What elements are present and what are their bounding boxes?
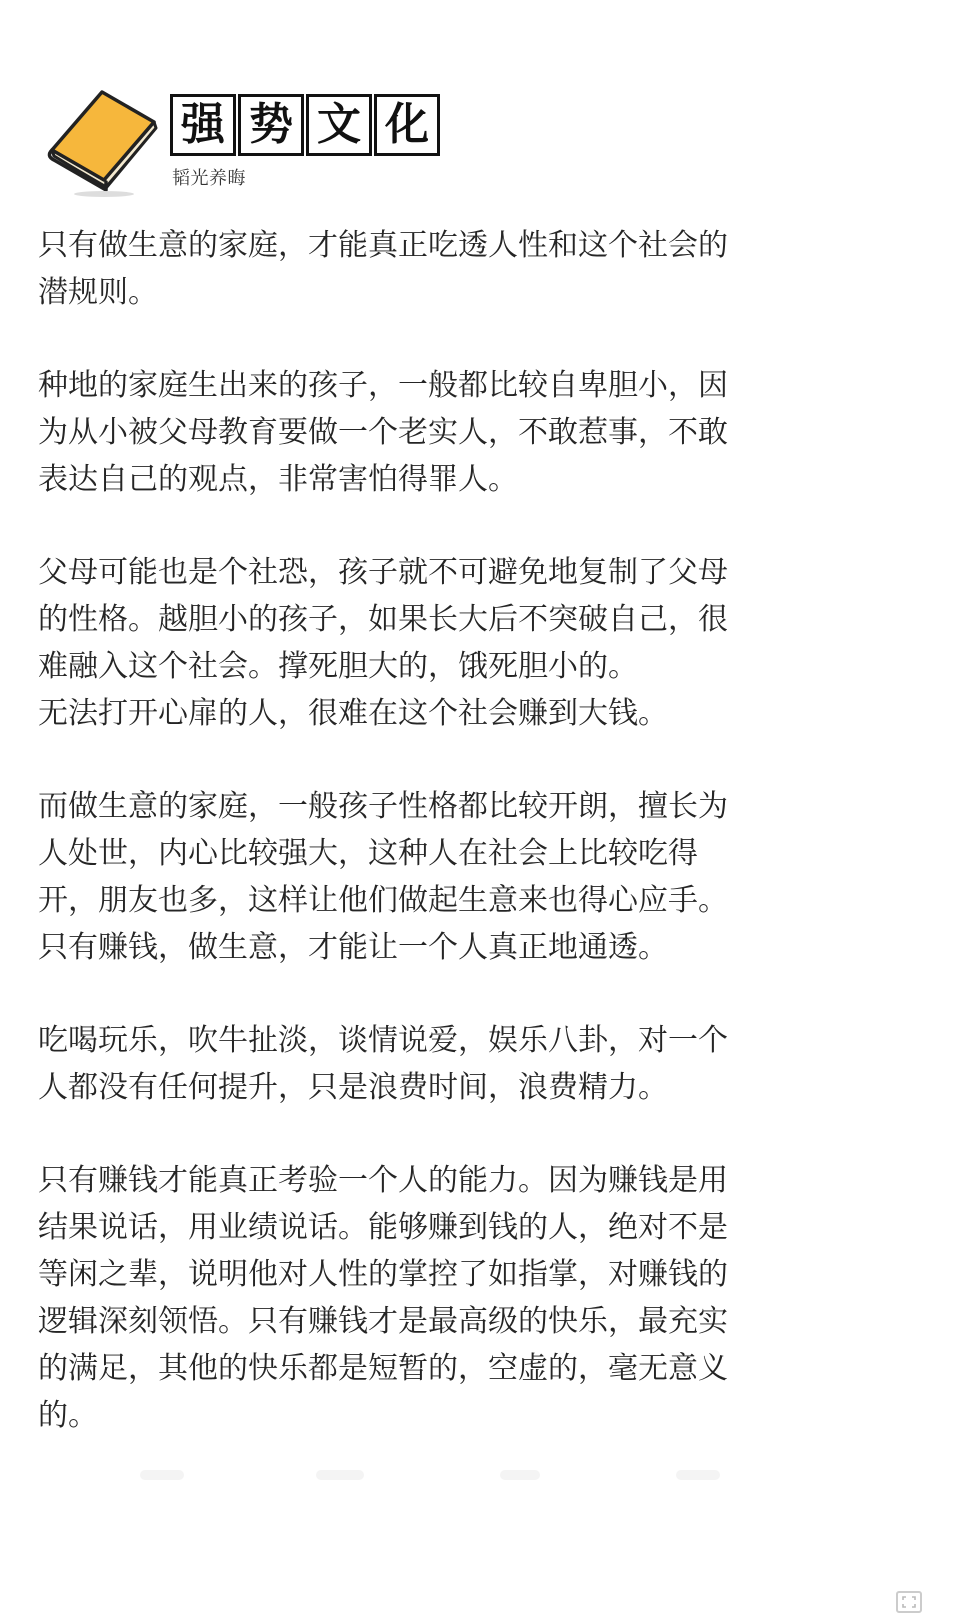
faded-mark xyxy=(316,1470,364,1480)
header xyxy=(44,88,484,198)
paragraph: 只有赚钱才能真正考验一个人的能力。因为赚钱是用 结果说话，用业绩说话。能够赚到钱的人，绝对不是 等闲之辈，说明他对人性的掌控了如指掌，对赚钱的 逻辑深刻领悟。只有赚钱才是最高级的快乐，最充实 的满足，其他的快乐都是短暂的，空虚的，毫无意义 的。 xyxy=(38,1163,728,1433)
title-char: 文 xyxy=(306,94,372,156)
brand-title xyxy=(170,94,440,156)
title-char: 势 xyxy=(238,94,304,156)
fullscreen-icon xyxy=(902,1596,916,1608)
faded-mark xyxy=(500,1470,540,1480)
paragraph: 而做生意的家庭，一般孩子性格都比较开朗，擅长为 人处世，内心比较强大，这种人在社会上比较吃得 开，朋友也多，这样让他们做起生意来也得心应手。 只有赚钱，做生意，才能让一个人真正地通透。 xyxy=(38,789,728,965)
paragraph: 种地的家庭生出来的孩子，一般都比较自卑胆小，因 为从小被父母教育要做一个老实人，不敢惹事，不敢 表达自己的观点，非常害怕得罪人。 xyxy=(38,368,728,497)
paragraph: 吃喝玩乐，吹牛扯淡，谈情说爱，娱乐八卦，对一个 人都没有任何提升，只是浪费时间，浪费精力。 xyxy=(38,1023,728,1105)
title-char: 化 xyxy=(374,94,440,156)
faded-mark xyxy=(140,1470,184,1480)
title-char: 强 xyxy=(170,94,236,156)
faded-mark xyxy=(676,1470,720,1480)
faded-footer-strip xyxy=(0,1470,960,1484)
article-body xyxy=(38,222,818,1439)
paragraph: 只有做生意的家庭，才能真正吃透人性和这个社会的 潜规则。 xyxy=(38,228,728,310)
fullscreen-button[interactable] xyxy=(896,1591,922,1613)
brand-subtitle: 韬光养晦 xyxy=(172,168,246,189)
paragraph: 父母可能也是个社恐，孩子就不可避免地复制了父母 的性格。越胆小的孩子，如果长大后不突破自己，很 难融入这个社会。撑死胆大的，饿死胆小的。 无法打开心扉的人，很难在这个社会赚到大钱。 xyxy=(38,555,728,731)
book-icon xyxy=(44,88,164,198)
